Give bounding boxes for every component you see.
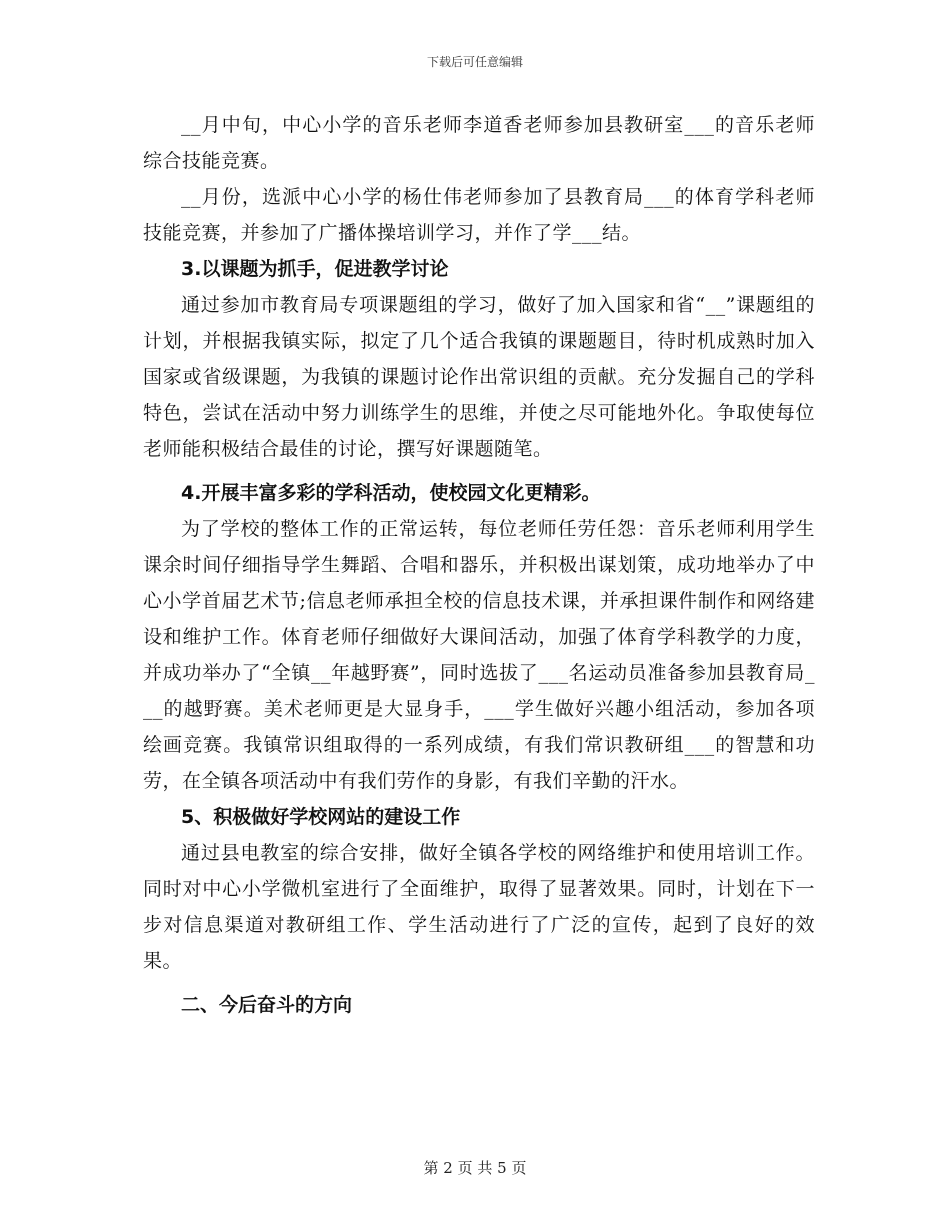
paragraph-pe-competition: __月份，选派中心小学的杨仕伟老师参加了县教育局___的体育学科老师技能竞赛，并参加了广播体操培训学习，并作了学___结。 [143,186,815,244]
page-header: 下载后可任意编辑 [426,55,523,69]
paragraph-school-website: 通过县电教室的综合安排，做好全镇各学校的网络维护和使用培训工作。同时对中心小学微机室进行了全面维护，取得了显著效果。同时，计划在下一步对信息渠道对教研组工作、学生活动进行了广泛的宣传，起到了良好的效果。 [143,842,815,972]
heading-future-direction: 二、今后奋斗的方向 [181,994,353,1016]
paragraph-subject-activities: 为了学校的整体工作的正常运转，每位老师任劳任怨：音乐老师利用学生课余时间仔细指导学生舞蹈、合唱和器乐，并积极出谋划策，成功地举办了中心小学首届艺术节;信息老师承担全校的信息技术课，并承担课件制作和网络建设和维护工作。体育老师仔细做好大课间活动，加强了体育学科教学的力度，并成功举办了“全镇__年越野赛”，同时选拔了___名运动员准备参加县教育局___的越野赛。美术老师更是大显身手，___学生做好兴趣小组活动，参加各项绘画竞赛。我镇常识组取得的一系列成绩，有我们常识教研组___的智慧和功劳，在全镇各项活动中有我们劳作的身影，有我们辛勤的汗水。 [143,518,815,792]
paragraph-research-topics: 通过参加市教育局专项课题组的学习，做好了加入国家和省“__”课题组的计划，并根据我镇实际，拟定了几个适合我镇的课题题目，待时机成熟时加入国家或省级课题，为我镇的课题讨论作出常识组的贡献。充分发掘自己的学科特色，尝试在活动中努力训练学生的思维，并使之尽可能地外化。争取使每位老师能积极结合最佳的讨论，撰写好课题随笔。 [143,294,815,460]
document-body [143,107,815,1023]
heading-subject-activities: 4.开展丰富多彩的学科活动，使校园文化更精彩。 [181,482,601,504]
page-number-footer: 第 2 页 共 5 页 [423,1159,527,1177]
paragraph-music-competition: __月中旬，中心小学的音乐老师李道香老师参加县教研室___的音乐老师综合技能竞赛。 [143,114,815,172]
heading-research-topics: 3.以课题为抓手，促进教学讨论 [181,258,449,280]
heading-school-website: 5、积极做好学校网站的建设工作 [181,806,461,828]
